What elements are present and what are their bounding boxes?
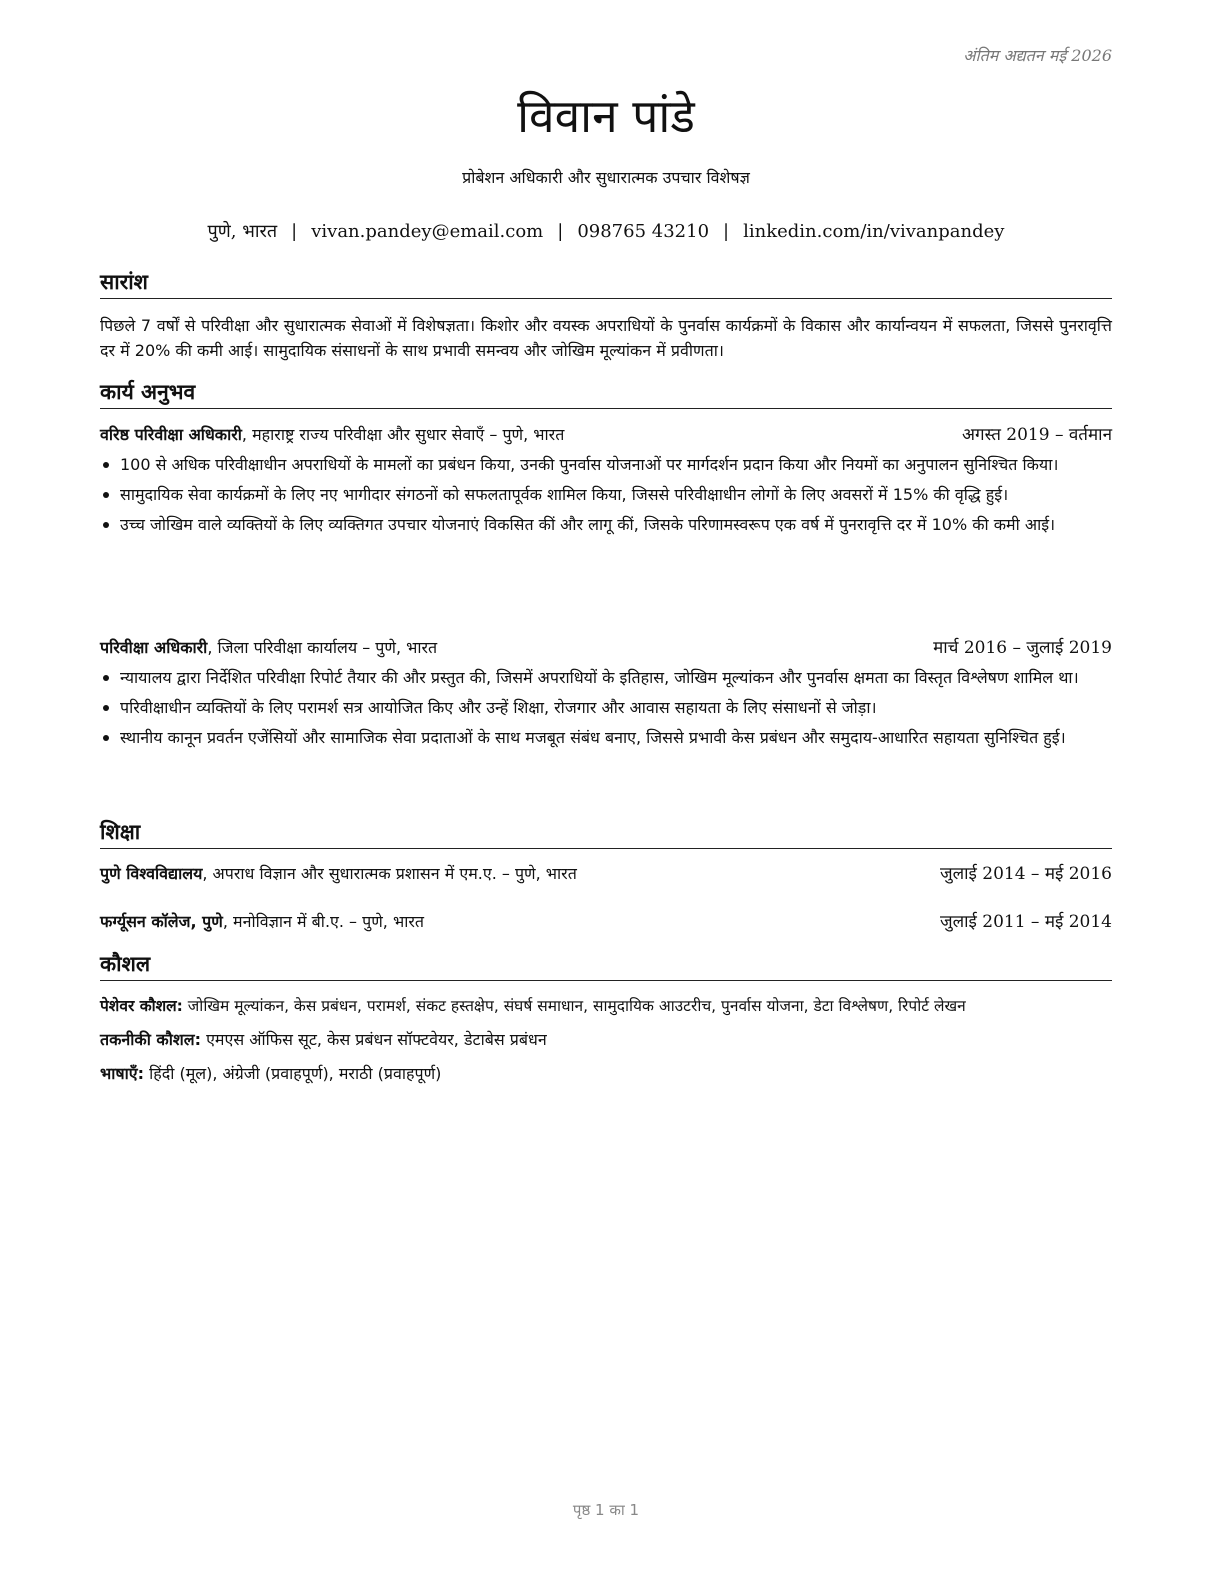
section-title-education: शिक्षा <box>100 818 1112 849</box>
contact-location: पुणे, भारत <box>207 221 278 242</box>
job-header <box>100 423 1112 447</box>
job-org: , महाराष्ट्र राज्य परिवीक्षा और सुधार सेवाएँ – पुणे, भारत <box>241 425 565 444</box>
skill-line-languages <box>100 1062 1112 1086</box>
contact-line <box>100 218 1112 246</box>
contact-linkedin[interactable]: linkedin.com/in/vivanpandey <box>743 221 1005 242</box>
job-bullet: उच्च जोखिम वाले व्यक्तियों के लिए व्यक्तिगत उपचार योजनाएं विकसित कीं और लागू कीं, जिसके परिणामस्वरूप एक वर्ष में पुनरावृत्ति दर में 10% की कमी आई। <box>100 512 1112 537</box>
skill-line-technical <box>100 1028 1112 1052</box>
education-school: पुणे विश्वविद्यालय <box>100 864 203 883</box>
education-dates: जुलाई 2014 – मई 2016 <box>939 864 1112 884</box>
section-title-skills: कौशल <box>100 950 1112 981</box>
contact-email[interactable]: vivan.pandey@email.com <box>311 221 544 242</box>
education-detail: , अपराध विज्ञान और सुधारात्मक प्रशासन में एम.ए. – पुणे, भारत <box>202 864 577 883</box>
job-title-line <box>100 423 564 447</box>
skill-value: एमएस ऑफिस सूट, केस प्रबंधन सॉफ्टवेयर, डेटाबेस प्रबंधन <box>201 1030 547 1049</box>
education-line <box>100 862 577 886</box>
contact-separator: | <box>291 221 298 242</box>
job-bullet: सामुदायिक सेवा कार्यक्रमों के लिए नए भागीदार संगठनों को सफलतापूर्वक शामिल किया, जिससे परिवीक्षाधीन लोगों के लिए अवसरों में 15% की वृद्धि हुई। <box>100 482 1112 507</box>
contact-separator: | <box>557 221 564 242</box>
last-updated: अंतिम अद्यतन मई 2026 <box>963 46 1112 65</box>
education-item <box>100 862 1112 886</box>
section-title-summary: सारांश <box>100 268 1112 299</box>
candidate-name: विवान पांडे <box>517 89 695 143</box>
summary-text: पिछले 7 वर्षों से परिवीक्षा और सुधारात्मक सेवाओं में विशेषज्ञता। किशोर और वयस्क अपराधियों के पुनर्वास कार्यक्रमों के विकास और कार्यान्वयन में सफलता, जिससे पुनरावृत्ति दर में 20% की कमी आई। सामुदायिक संसाधनों के साथ प्रभावी समन्वय और जोखिम मूल्यांकन में प्रवीणता। <box>100 316 1112 360</box>
skill-line-professional <box>100 994 1112 1018</box>
contact-phone: 098765 43210 <box>577 221 710 242</box>
education-item <box>100 910 1112 934</box>
job-dates: मार्च 2016 – जुलाई 2019 <box>933 638 1112 658</box>
education-line <box>100 910 424 934</box>
job-bullet: 100 से अधिक परिवीक्षाधीन अपराधियों के मामलों का प्रबंधन किया, उनकी पुनर्वास योजनाओं पर मार्गदर्शन प्रदान किया और नियमों का अनुपालन सुनिश्चित किया। <box>100 452 1112 477</box>
education-dates: जुलाई 2011 – मई 2014 <box>939 912 1112 932</box>
job-role: वरिष्ठ परिवीक्षा अधिकारी <box>100 425 242 444</box>
job-bullets <box>100 665 1112 755</box>
skill-value: जोखिम मूल्यांकन, केस प्रबंधन, परामर्श, संकट हस्तक्षेप, संघर्ष समाधान, सामुदायिक आउटरीच, पुनर्वास योजना, डेटा विश्लेषण, रिपोर्ट लेखन <box>182 997 966 1015</box>
page-number: पृष्ठ 1 का 1 <box>572 1501 640 1519</box>
section-title-experience: कार्य अनुभव <box>100 378 1112 409</box>
skill-label: पेशेवर कौशल: <box>100 997 183 1015</box>
skill-value: हिंदी (मूल), अंग्रेजी (प्रवाहपूर्ण), मराठी (प्रवाहपूर्ण) <box>144 1064 442 1083</box>
job-bullet: न्यायालय द्वारा निर्देशित परिवीक्षा रिपोर्ट तैयार की और प्रस्तुत की, जिसमें अपराधियों के इतिहास, जोखिम मूल्यांकन और पुनर्वास क्षमता का विस्तृत विश्लेषण शामिल था। <box>100 665 1112 690</box>
job-bullets <box>100 452 1112 542</box>
education-detail: , मनोविज्ञान में बी.ए. – पुणे, भारत <box>222 912 425 931</box>
education-school: फर्ग्यूसन कॉलेज, पुणे <box>100 912 223 931</box>
job-org: , जिला परिवीक्षा कार्यालय – पुणे, भारत <box>207 638 438 657</box>
skill-label: भाषाएँ: <box>100 1064 145 1083</box>
job-dates: अगस्त 2019 – वर्तमान <box>962 425 1112 445</box>
job-bullet: परिवीक्षाधीन व्यक्तियों के लिए परामर्श सत्र आयोजित किए और उन्हें शिक्षा, रोजगार और आवास सहायता के लिए संसाधनों से जोड़ा। <box>100 695 1112 720</box>
contact-separator: | <box>723 221 730 242</box>
resume-page <box>100 0 1112 1584</box>
job-header <box>100 636 1112 660</box>
job-role: परिवीक्षा अधिकारी <box>100 638 208 657</box>
skill-label: तकनीकी कौशल: <box>100 1030 201 1049</box>
job-bullet: स्थानीय कानून प्रवर्तन एजेंसियों और सामाजिक सेवा प्रदाताओं के साथ मजबूत संबंध बनाए, जिससे प्रभावी केस प्रबंधन और समुदाय-आधारित सहायता सुनिश्चित हुई। <box>100 725 1112 750</box>
headline: प्रोबेशन अधिकारी और सुधारात्मक उपचार विशेषज्ञ <box>462 168 750 187</box>
job-title-line <box>100 636 437 660</box>
